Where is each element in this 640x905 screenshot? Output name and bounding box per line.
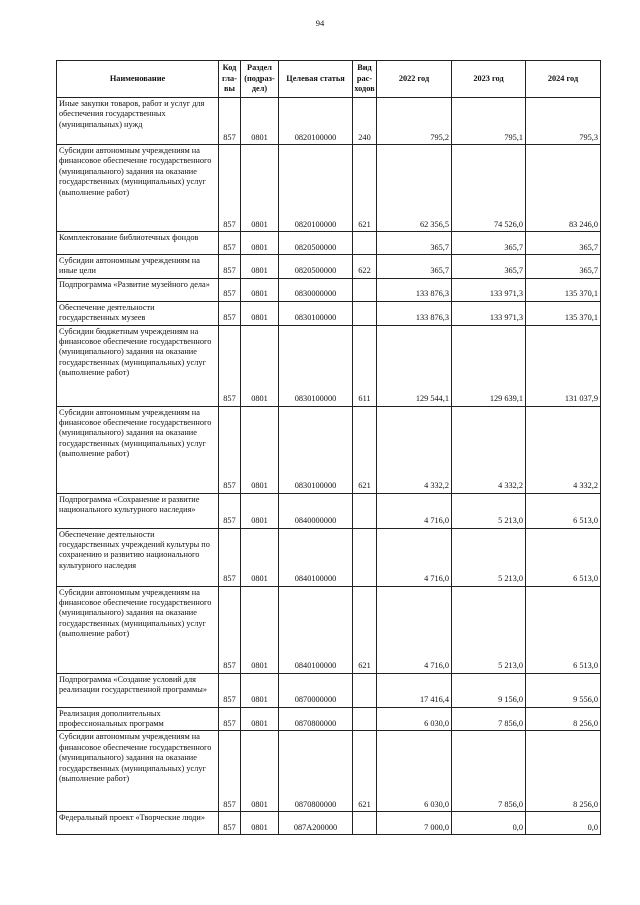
cell-target: 0870000000	[279, 673, 353, 707]
cell-code: 857	[219, 673, 241, 707]
cell-expense-type: 621	[353, 145, 377, 232]
cell-code: 857	[219, 278, 241, 301]
cell-expense-type	[353, 301, 377, 325]
cell-2023: 74 526,0	[452, 145, 526, 232]
cell-section: 0801	[241, 278, 279, 301]
cell-target: 0820100000	[279, 145, 353, 232]
table-row	[57, 301, 601, 325]
cell-expense-type	[353, 673, 377, 707]
header-code: Код гла-вы	[219, 61, 241, 98]
cell-2023: 5 213,0	[452, 493, 526, 528]
cell-name: Реализация дополнительных профессиональных программ	[57, 707, 219, 731]
header-target: Целевая статья	[279, 61, 353, 98]
cell-code: 857	[219, 406, 241, 493]
cell-code: 857	[219, 255, 241, 279]
cell-target: 0830000000	[279, 278, 353, 301]
table-row	[57, 493, 601, 528]
table-row	[57, 731, 601, 812]
cell-2023: 133 971,3	[452, 278, 526, 301]
cell-section: 0801	[241, 493, 279, 528]
page-number: 94	[315, 18, 325, 28]
cell-2024: 6 513,0	[526, 586, 601, 673]
cell-2024: 6 513,0	[526, 528, 601, 586]
cell-2023: 7 856,0	[452, 707, 526, 731]
cell-2022: 795,2	[377, 98, 452, 145]
cell-2023: 365,7	[452, 232, 526, 255]
cell-target: 0830100000	[279, 325, 353, 406]
cell-2024: 135 370,1	[526, 278, 601, 301]
cell-2022: 62 356,5	[377, 145, 452, 232]
cell-code: 857	[219, 707, 241, 731]
cell-name: Федеральный проект «Творческие люди»	[57, 812, 219, 835]
cell-2024: 6 513,0	[526, 493, 601, 528]
cell-2023: 129 639,1	[452, 325, 526, 406]
cell-code: 857	[219, 98, 241, 145]
cell-section: 0801	[241, 586, 279, 673]
cell-section: 0801	[241, 673, 279, 707]
cell-expense-type: 621	[353, 731, 377, 812]
cell-expense-type: 621	[353, 406, 377, 493]
cell-expense-type	[353, 528, 377, 586]
cell-code: 857	[219, 145, 241, 232]
cell-target: 0840100000	[279, 528, 353, 586]
cell-2022: 17 416,4	[377, 673, 452, 707]
table-row	[57, 673, 601, 707]
table-row	[57, 707, 601, 731]
cell-expense-type	[353, 232, 377, 255]
table-row	[57, 812, 601, 835]
cell-name: Подпрограмма «Создание условий для реализации государственной программы»	[57, 673, 219, 707]
table-row	[57, 145, 601, 232]
cell-2023: 9 156,0	[452, 673, 526, 707]
cell-name: Комплектование библиотечных фондов	[57, 232, 219, 255]
cell-target: 0820100000	[279, 98, 353, 145]
cell-2022: 4 716,0	[377, 586, 452, 673]
cell-section: 0801	[241, 707, 279, 731]
cell-section: 0801	[241, 232, 279, 255]
cell-2023: 133 971,3	[452, 301, 526, 325]
cell-target: 0830100000	[279, 406, 353, 493]
cell-code: 857	[219, 301, 241, 325]
cell-2024: 365,7	[526, 232, 601, 255]
cell-name: Субсидии автономным учреждениям на финансовое обеспечение государственного (муниципального) задания на оказание государственных (муниципальных) услуг (выполнение работ)	[57, 145, 219, 232]
cell-code: 857	[219, 493, 241, 528]
cell-2024: 9 556,0	[526, 673, 601, 707]
header-name: Наименование	[57, 61, 219, 98]
cell-2023: 7 856,0	[452, 731, 526, 812]
cell-2023: 365,7	[452, 255, 526, 279]
cell-2023: 5 213,0	[452, 528, 526, 586]
cell-2022: 4 332,2	[377, 406, 452, 493]
cell-2022: 129 544,1	[377, 325, 452, 406]
cell-name: Субсидии автономным учреждениям на финансовое обеспечение государственного (муниципального) задания на оказание государственных (муниципальных) услуг (выполнение работ)	[57, 406, 219, 493]
table-row	[57, 586, 601, 673]
cell-code: 857	[219, 528, 241, 586]
cell-2024: 8 256,0	[526, 707, 601, 731]
cell-expense-type	[353, 493, 377, 528]
table-row	[57, 325, 601, 406]
cell-2022: 6 030,0	[377, 707, 452, 731]
cell-target: 0870800000	[279, 707, 353, 731]
cell-2024: 365,7	[526, 255, 601, 279]
cell-2022: 4 716,0	[377, 528, 452, 586]
table-header-row	[57, 61, 601, 98]
cell-section: 0801	[241, 98, 279, 145]
cell-target: 0820500000	[279, 232, 353, 255]
cell-name: Обеспечение деятельности государственных музеев	[57, 301, 219, 325]
cell-2022: 6 030,0	[377, 731, 452, 812]
cell-name: Подпрограмма «Сохранение и развитие национального культурного наследия»	[57, 493, 219, 528]
cell-2023: 4 332,2	[452, 406, 526, 493]
cell-2023: 5 213,0	[452, 586, 526, 673]
cell-2024: 131 037,9	[526, 325, 601, 406]
table-row	[57, 98, 601, 145]
cell-target: 0830100000	[279, 301, 353, 325]
cell-section: 0801	[241, 406, 279, 493]
table-row	[57, 406, 601, 493]
cell-target: 0840100000	[279, 586, 353, 673]
cell-code: 857	[219, 232, 241, 255]
cell-expense-type	[353, 707, 377, 731]
cell-name: Субсидии автономным учреждениям на финансовое обеспечение государственного (муниципального) задания на оказание государственных (муниципальных) услуг (выполнение работ)	[57, 731, 219, 812]
cell-target: 0840000000	[279, 493, 353, 528]
cell-name: Иные закупки товаров, работ и услуг для обеспечения государственных (муниципальных) нужд	[57, 98, 219, 145]
cell-2022: 365,7	[377, 255, 452, 279]
header-2022: 2022 год	[377, 61, 452, 98]
cell-code: 857	[219, 812, 241, 835]
cell-name: Субсидии автономным учреждениям на иные цели	[57, 255, 219, 279]
cell-section: 0801	[241, 325, 279, 406]
cell-code: 857	[219, 731, 241, 812]
cell-code: 857	[219, 586, 241, 673]
cell-target: 0870800000	[279, 731, 353, 812]
cell-2022: 133 876,3	[377, 301, 452, 325]
cell-2022: 4 716,0	[377, 493, 452, 528]
header-section: Раздел (подраз-дел)	[241, 61, 279, 98]
cell-code: 857	[219, 325, 241, 406]
budget-table	[56, 60, 601, 835]
cell-name: Обеспечение деятельности государственных учреждений культуры по сохранению и развитию национального культурного наследия	[57, 528, 219, 586]
cell-expense-type: 240	[353, 98, 377, 145]
cell-section: 0801	[241, 812, 279, 835]
cell-name: Субсидии автономным учреждениям на финансовое обеспечение государственного (муниципального) задания на оказание государственных (муниципальных) услуг (выполнение работ)	[57, 586, 219, 673]
cell-2022: 365,7	[377, 232, 452, 255]
header-2023: 2023 год	[452, 61, 526, 98]
cell-2023: 795,1	[452, 98, 526, 145]
cell-target: 0820500000	[279, 255, 353, 279]
cell-2024: 83 246,0	[526, 145, 601, 232]
cell-2022: 133 876,3	[377, 278, 452, 301]
cell-section: 0801	[241, 301, 279, 325]
cell-2024: 8 256,0	[526, 731, 601, 812]
cell-section: 0801	[241, 528, 279, 586]
cell-name: Подпрограмма «Развитие музейного дела»	[57, 278, 219, 301]
cell-expense-type	[353, 812, 377, 835]
cell-2024: 4 332,2	[526, 406, 601, 493]
cell-expense-type: 622	[353, 255, 377, 279]
cell-expense-type	[353, 278, 377, 301]
cell-section: 0801	[241, 255, 279, 279]
cell-2024: 135 370,1	[526, 301, 601, 325]
cell-section: 0801	[241, 145, 279, 232]
header-expense-type: Вид рас-ходов	[353, 61, 377, 98]
cell-2022: 7 000,0	[377, 812, 452, 835]
cell-section: 0801	[241, 731, 279, 812]
cell-2024: 795,3	[526, 98, 601, 145]
cell-expense-type: 621	[353, 586, 377, 673]
table-row	[57, 232, 601, 255]
table-row	[57, 255, 601, 279]
cell-name: Субсидии бюджетным учреждениям на финансовое обеспечение государственного (муниципального) задания на оказание государственных (муниципальных) услуг (выполнение работ)	[57, 325, 219, 406]
header-2024: 2024 год	[526, 61, 601, 98]
table-row	[57, 528, 601, 586]
cell-2024: 0,0	[526, 812, 601, 835]
cell-target: 087A200000	[279, 812, 353, 835]
cell-2023: 0,0	[452, 812, 526, 835]
cell-expense-type: 611	[353, 325, 377, 406]
table-row	[57, 278, 601, 301]
